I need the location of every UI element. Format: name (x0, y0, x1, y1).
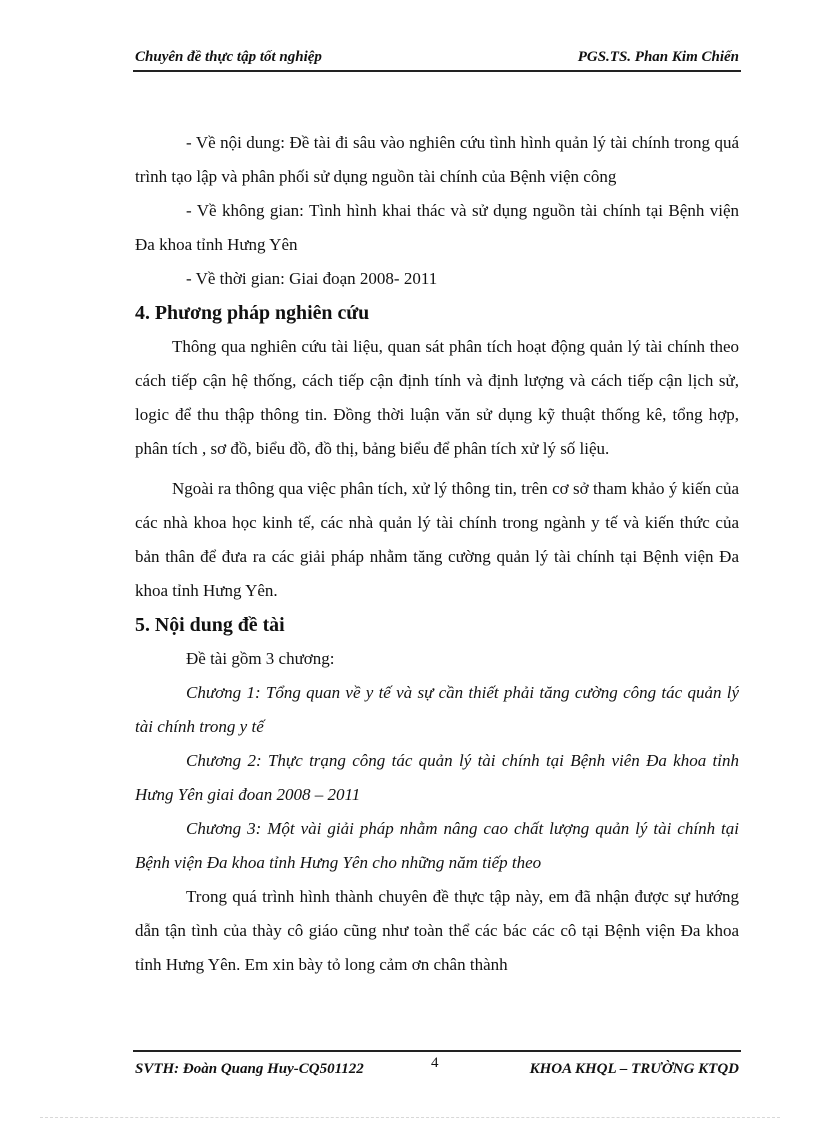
chapter-2-item: Chương 2: Thực trạng công tác quản lý tài chính tại Bệnh viên Đa khoa tỉnh Hưng Yên giai đoan 2008 – 2011 (135, 751, 739, 804)
page-footer (133, 1050, 741, 1088)
chapter-3-item: Chương 3: Một vài giải pháp nhằm nâng cao chất lượng quản lý tài chính tại Bệnh viện Đa khoa tỉnh Hưng Yên cho những năm tiếp theo (135, 819, 739, 872)
method-paragraph-2: Ngoài ra thông qua việc phân tích, xử lý thông tin, trên cơ sở tham khảo ý kiến của các nhà khoa học kinh tế, các nhà quản lý tài chính trong ngành y tế và kiến thức của bản thân để đưa ra các giải pháp nhằm tăng cường quản lý tài chính tại Bệnh viện Đa khoa tỉnh Hưng Yên. (135, 479, 739, 600)
page-bottom-divider (40, 1117, 780, 1118)
section-5-heading: 5. Nội dung đề tài (135, 614, 285, 636)
page-body (135, 126, 739, 982)
footer-faculty: KHOA KHQL – TRƯỜNG KTQD (529, 1061, 739, 1077)
scope-space-paragraph: - Về không gian: Tình hình khai thác và sử dụng nguồn tài chính tại Bệnh viện Đa khoa tỉnh Hưng Yên (135, 201, 739, 254)
closing-paragraph: Trong quá trình hình thành chuyên đề thực tập này, em đã nhận được sự hướng dẫn tận tình của thày cô giáo cũng như toàn thể các bác các cô tại Bệnh viện Đa khoa tỉnh Hưng Yên. Em xin bày tỏ long cảm ơn chân thành (135, 887, 739, 974)
method-paragraph-1: Thông qua nghiên cứu tài liệu, quan sát phân tích hoạt động quản lý tài chính theo cách tiếp cận hệ thống, cách tiếp cận định tính và định lượng và cách tiếp cận lịch sử, logic để thu thập thông tin. Đồng thời luận văn sử dụng kỹ thuật thống kê, tổng hợp, phân tích , sơ đồ, biểu đồ, đồ thị, bảng biểu để phân tích xử lý số liệu. (135, 337, 739, 458)
header-title: Chuyên đề thực tập tốt nghiệp (135, 49, 322, 65)
chapters-intro: Đề tài gồm 3 chương: (186, 649, 335, 668)
chapter-1-item: Chương 1: Tổng quan về y tế và sự cần thiết phải tăng cường công tác quản lý tài chính trong y tế (135, 683, 739, 736)
scope-content-paragraph: - Về nội dung: Đề tài đi sâu vào nghiên cứu tình hình quản lý tài chính trong quá trình tạo lập và phân phối sử dụng nguồn tài chính của Bệnh viện công (135, 133, 739, 186)
header-author: PGS.TS. Phan Kim Chiến (577, 49, 739, 65)
scope-time-paragraph: - Về thời gian: Giai đoạn 2008- 2011 (186, 269, 438, 288)
section-4-heading: 4. Phương pháp nghiên cứu (135, 302, 370, 324)
footer-student: SVTH: Đoàn Quang Huy-CQ501122 (135, 1061, 364, 1077)
page-number: 4 (431, 1055, 439, 1071)
page-header (133, 46, 741, 72)
